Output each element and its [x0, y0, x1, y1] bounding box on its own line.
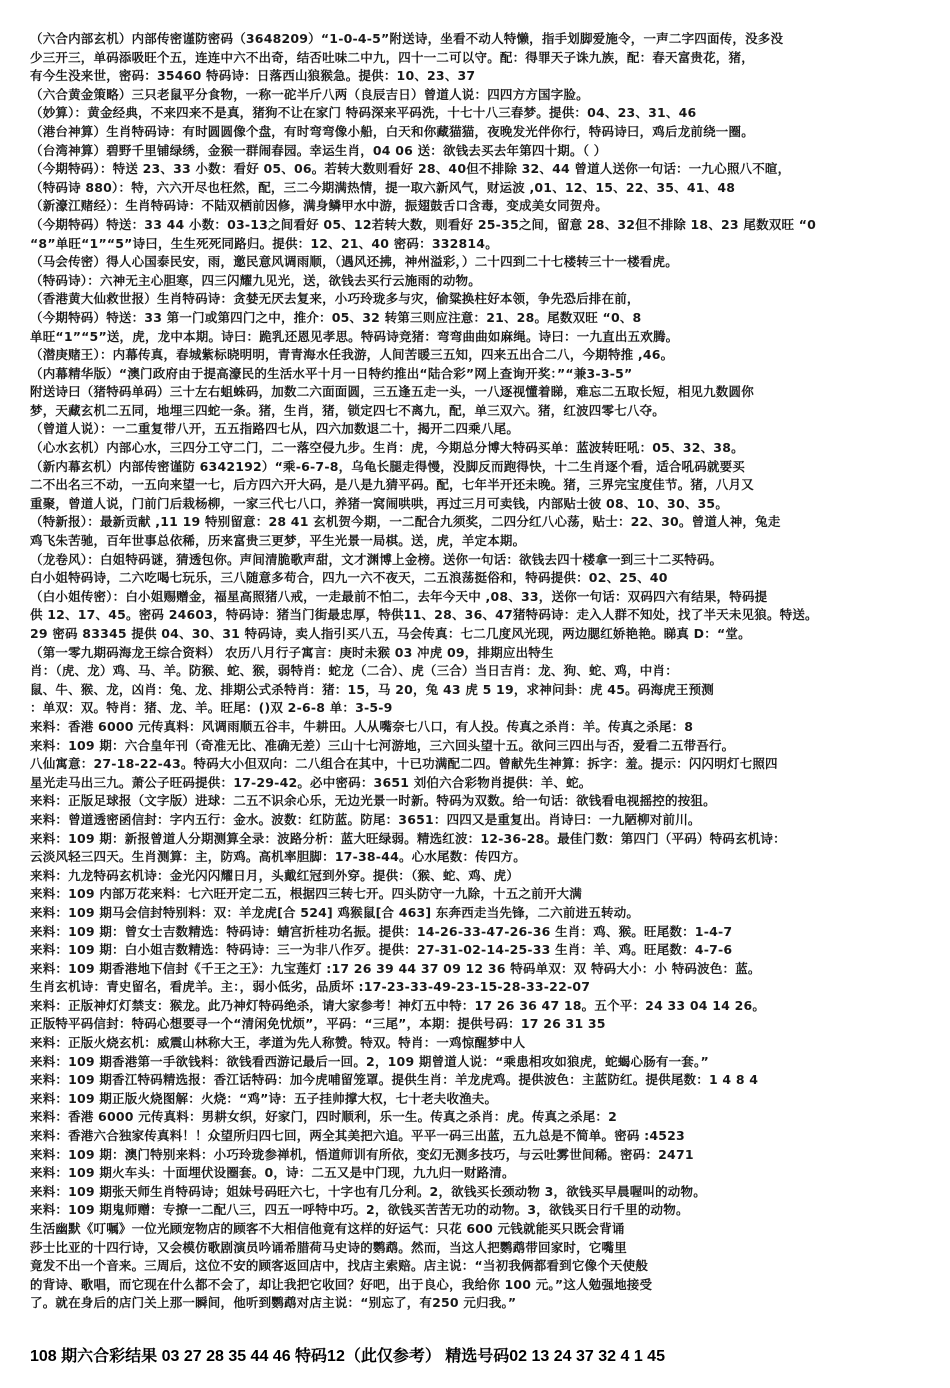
text-line: 云淡风轻三四天。生肖测算：主，防鸡。高机率胆脚：17-38-44。心水尾数：传四方。: [30, 849, 526, 865]
text-line: 来料：正版火烧玄机：威震山林称大王，孝道为先人称赞。特双。特肖：一鸡惊醒梦中人: [30, 1035, 526, 1051]
text-line: 来料：109 期马会信封特别料：双：羊龙虎[合 524] 鸡猴鼠[合 463] 东奔西走当先锋，二六前进五转动。: [30, 904, 640, 920]
text-line: （特码诗 880）：特，六六开尽也枉然，配，三二今期满热情，提一取六新风气，财运波 ,01、12、15、22、35、41、48: [30, 179, 736, 195]
text-line: 来料：109 期：白小姐吉数精选：特码诗：三一为非八作歹。提供：27-31-02-14-25-33 生肖：羊、鸡。旺尾数：4-7-6: [30, 942, 733, 958]
text-line: 八仙寓意：27-18-22-43。特码大小但双向：二八组合在其中，十已功满配二四。曾献先生神算：拆字：羞。提示：闪闪明灯七照四: [30, 756, 778, 772]
text-line: 来料：109 期火车头：十面埋伏设圈套。0，诗：二五又是中门现，九九归一财路清。: [30, 1165, 515, 1181]
text-line: （妙算）：黄金经典，不来四来不是真，猪狗不让在家门 特码深来平码洗，十七十八三春梦。提供：04、23、31、46: [30, 105, 697, 121]
text-line: （第一零九期码海龙王综合资料） 农历八月行子寓言：庚时未猴 03 冲虎 09，排期应出特生: [30, 644, 554, 660]
text-line: （心水玄机）内部心水，三四分工守二门，二一落空侵九步。生肖：虎，今期总分博大特码买单：蓝波转旺吼：05、32、38。: [30, 440, 744, 456]
text-line: 来料：109 期张天师生肖特码诗；姐妹号码旺六七，十字也有几分利。2，欲钱买长颈动物 3，欲钱买早晨喔叫的动物。: [30, 1183, 706, 1199]
text-line: （龙卷风）：白姐特码谜，猜透包你。声间清脆歌声甜，文才渊博上金榜。送你一句话：欲钱去四十楼拿一到三十二买特码。: [30, 551, 723, 567]
text-line: 来料：109 期：澳门特别来料：小巧玲珑参禅机，悟道师训有所依，变幻无测多技巧，与云吐雾世间稀。密码：2471: [30, 1146, 694, 1162]
text-line: ：单双：双。特肖：猪、龙、羊。旺尾：()双 2-6-8 单：3-5-9: [30, 700, 393, 716]
text-line: （台湾神算）碧野千里铺绿绣，金猴一群闹春园。幸运生肖，04 06 送：欲钱去买去年第四十期。（ ）: [30, 142, 607, 158]
text-line: （特码诗）：六神无主心胆寒，四三闪耀九见光，送，欲钱去买行云施雨的动物。: [30, 272, 481, 288]
text-line: 正版特平码信封：特码心想要寻一个“清闲免忧烦”，平码：“三尾”，本期：提供号码：17 26 31 35: [30, 1016, 606, 1032]
text-line: 来料：109 期：六合皇年刊（奇准无比、准确无差）三山十七河游地，三六回头望十五。欲问三四出与否，爱看二五带吾行。: [30, 737, 735, 753]
text-line: 生活幽默《叮嘱》一位光顾宠物店的顾客不大相信他竟有这样的好运气：只花 600 元钱就能买只既会背诵: [30, 1221, 625, 1236]
text-line: 来料：香港 6000 元传真料：男耕女织，好家门，四时顺利，乐一生。传真之杀肖：虎。传真之杀尾：2: [30, 1109, 617, 1125]
text-line: 供 12、17、45。密码 24603，特码诗：猪当门街最忠厚，特供11、28、36、47猪特码诗：走入人群不知处，找了半天未见狼。特送。: [30, 607, 818, 623]
text-line: 的背诗、歌唱，而它现在什么都不会了，却让我把它收回？好吧，出于良心，我给你 100 元。”这人勉强地接受: [30, 1276, 653, 1292]
text-line: （白小姐传密）：白小姐赐赠金，福星高照猪八戒，一走最前不怕二，去年今天中 ,08、33，送你一句话：双码四六有结果，特码提: [30, 588, 768, 604]
text-line: 重聚，曾道人说，门前门后栽杨柳，一家三代七八口，养猪一窝闹哄哄，再过三月可卖钱，内部贴士彼 08、10、30、35。: [30, 495, 729, 511]
text-line: （特新报）：最新贡献 ,11 19 特别留意：28 41 玄机贺今期，一二配合九须奖，二四分红八心荡，贴士：22、30。曾道人神，兔走: [30, 514, 781, 530]
text-line: 鸡飞朱苦驰，百年世事总依稀，历来富贵三更梦，平生光景一局棋。送，虎，羊定本期。: [30, 533, 526, 549]
text-line: 来料：香港六合独家传真料！！众望所归四七回，两全其美把六追。平平一码三出蓝，五九总是不简单。密码 :4523: [30, 1128, 685, 1144]
text-line: （港台神算）生肖特码诗：有时圆圆像个盘，有时弯弯像小船，白天和你藏猫猫，夜晚发光伴你行，特码诗曰，鸡后龙前绕一圈。: [30, 123, 754, 139]
text-line: （六合黄金策略）三只老鼠平分食物，一称一砣半斤八两（良辰吉日）曾道人说：四四方方国字脸。: [30, 86, 589, 102]
text-line: （潜庚赌王）：内幕传真，春城紫标晓明明，青青海水任我游，人间苦暖三五知，四来五出合二八，今期特推 ,46。: [30, 347, 674, 363]
text-line: “8”单旺“1”“5”诗曰，生生死死同路归。提供：12、21、40 密码：332814。: [30, 235, 498, 251]
text-line: 来料：109 期香江特码精选报：香江话特码：加今虎哺留笼罩。提供生肖：羊龙虎鸡。提供波色：主蓝防红。提供尾数：1 4 8 4: [30, 1072, 759, 1088]
text-line: 来料：109 期香港地下信封《千王之王》：九宝莲灯 :17 26 39 44 37 09 12 36 特码单双：双 特码大小：小 特码波色：蓝。: [30, 960, 761, 976]
text-line: 来料：正版足球报（文字版）进球：二五不识余心乐，无边光景一时新。特码为双数。给一句话：欲钱看电视摇控的按狙。: [30, 793, 716, 809]
text-line: （曾道人说）：一二重复带八开，五五指路四七从，四六加数退二十，揭开二四乘八尾。: [30, 421, 520, 437]
text-line: 附送诗曰（猪特码单码）三十左右蛆蛛码，加数二六面面圆，三五逢五走一头，一八逐视懂着睇，难忘二五取长短，相见九数圆你: [30, 384, 754, 400]
text-line: 来料：109 期正版火烧图解：火烧：“鸡”诗：五子挂帅撑大权，七十老夫收渔夫。: [30, 1090, 498, 1106]
previous-draw-result: 108 期六合彩结果 03 27 28 35 44 46 特码12（此仅参考） 精选号码02 13 24 37 32 4 1 45: [30, 1348, 665, 1365]
text-line: 白小姐特码诗，二六吃喝七玩乐，三八随意多苟合，四九一六不夜天，二五浪荡挺俗和，特码提供：02、25、40: [30, 570, 668, 586]
text-line: （新内幕玄机）内部传密谨防 6342192）“乘-6-7-8，乌龟长腿走得慢，没脚反而跑得快，十二生肖逐个看，适合吼码就要买: [30, 458, 746, 474]
text-line: 来料：109 期香港第一手欲钱料：欲钱看西游记最后一回。2，109 期曾道人说：“乘患相攻如狼虎，蛇蝎心肠有一套。”: [30, 1053, 709, 1069]
text-line: 来料：九龙特码玄机诗：金光闪闪耀日月，头戴红冠到外穿。提供：（猴、蛇、鸡、虎）: [30, 867, 520, 883]
text-line: 少三开三，单码添吸旺个五，连连中六不出奇，结否吐味二中九，四十一二可以守。配：得罪天子诛九族，配：春天富贵花，猪，: [30, 49, 754, 65]
text-line: 了。就在身后的店门关上那一瞬间，他听到鹦鹉对店主说：“别忘了，有250 元归我。”: [30, 1295, 517, 1311]
text-line: 来料：正版神灯灯禁支：猴龙。此乃神灯特码绝杀，请大家参考！神灯五中特：17 26 36 47 18。五个平：24 33 04 14 26。: [30, 997, 766, 1013]
text-line: （今期特码）特送：33 44 小数：03-13之间看好 05、12若转大数，则看好 25-35之间，留意 28、32但不排除 18、23 尾数双旺 “0: [30, 216, 817, 232]
text-line: 来料：109 期：曾女士吉数精选：特码诗：蜻宫折桂功名振。提供：14-26-33-47-26-36 生肖：鸡、猴。旺尾数：1-4-7: [30, 923, 733, 939]
text-line: （今期特码）：特送 23、33 小数：看好 05、06。若转大数则看好 28、40但不排除 32、44 曾道人送你一句话：一九心照八不暄，: [30, 161, 791, 177]
text-line: 来料：香港 6000 元传真料：风调雨顺五谷丰，牛耕田。人从嘴奈七八口，有人投。传真之杀肖：羊。传真之杀尾：8: [30, 718, 694, 734]
text-line: 竟发不出一个音来。三周后，这位不安的顾客返回店中，找店主索赔。店主说：“当初我俩都看到它像个天使般: [30, 1258, 649, 1274]
text-line: 来料：109 期鬼师赠：专撩一二配八三，四五一呼特中巧。2，欲钱买苦苦无功的动物。3，欲钱买日行千里的动物。: [30, 1202, 689, 1218]
text-line: 来料：曾道透密函信封：字内五行：金水。波数：红防蓝。防尾：3651：四四又是重复出。肖诗曰：一九陋柳对前川。: [30, 811, 701, 827]
text-line: 有今生没来世，密码：35460 特码诗：日落西山狼猴急。提供：10、23、37: [30, 68, 476, 84]
text-line: （六合内部玄机）内部传密谨防密码（3648209）“1-0-4-5”附送诗，坐看不动人特懒，指手划脚爱施令，一声二字四面传，没多没: [30, 31, 784, 46]
text-line: （香港黄大仙救世报）生肖特码诗：贪婪无厌去复来，小巧玲珑多与灾，偷粱换柱好本领，争先恐后排在前，: [30, 291, 640, 307]
text-line: 单旺“1”“5”送，虎，龙中本期。诗曰：跪乳还恩见孝思。特码诗竞猪：弯弯曲曲如麻绳。诗曰：一九直出五欢腾。: [30, 328, 679, 344]
text-line: 星光走马出三九。萧公子旺码提供：17-29-42。必中密码：3651 刘伯六合彩物肖提供：羊、蛇。: [30, 774, 592, 790]
text-line: 29 密码 83345 提供 04、30、31 特码诗，卖人指引买八五，马会传真：七二几度风光现，两边腮红娇艳艳。睇真 D：“堂。: [30, 626, 751, 641]
tips-text-block: [30, 30, 928, 1313]
text-line: 来料：109 期：新报曾道人分期测算全录：波路分析：蓝大旺绿弱。精选红波：12-36-28。最佳门数：第四门（平码）特码玄机诗：: [30, 830, 786, 846]
text-line: 二不出名三不动，一五向来望一七，后方四六开大码，是八是九猜平码。配，七年半开还未晚。猪，三界完宝度佳节。猪，八月又: [30, 477, 754, 493]
text-line: （马会传密）得人心国泰民安，雨，邀民意风调雨顺，（遇风还拂，神州溢彩，）二十四到二十七楼转三十一楼看虎。: [30, 254, 678, 270]
text-line: 来料：109 内部万花来料：七六旺开定二五，根据四三转七开。四头防守一九除，十五之前开大满: [30, 886, 582, 902]
text-line: （今期特码）特送：33 第一门或第四门之中，推介：05、32 转第三则应注意：21、28。尾数双旺 “0、8: [30, 309, 642, 325]
text-line: 梦，天藏玄机二五同，地埋三四蛇一条。猪，生肖，猪，锁定四七不离九，配，单三双六。猪，红波四零七八夺。: [30, 402, 666, 418]
text-line: （内幕精华版）“澳门政府由于提高濠民的生活水平十月一日特约推出“陆合彩”网上查询开奖：”“兼3-3-5”: [30, 365, 633, 381]
text-line: 肖：（虎、龙）鸡、马、羊。防猴、蛇、猴，弱特肖：蛇龙（二合）、虎（三合）当日吉肖：龙、狗、蛇、鸡，中肖：: [30, 663, 678, 679]
text-line: 鼠、牛、猴、龙，凶肖：兔、龙、排期公式杀特肖：猪：15，马 20，兔 43 虎 5 19，求神问卦：虎 45。码海虎王预测: [30, 681, 714, 697]
text-line: 莎士比亚的十四行诗，又会模仿歌剧演员吟诵希腊荷马史诗的鹦鹉。然而，当这人把鹦鹉带回家时，它嘴里: [30, 1239, 627, 1255]
text-line: （新濠江赌经）：生肖特码诗：不陆双栖前因修，满身鳞甲水中游，振翅鼓舌口含毒，变成美女同贺舟。: [30, 198, 608, 214]
text-line: 生肖玄机诗：青史留名，看虎羊。主：，弱小低劣，品质坏 :17-23-33-49-23-15-28-33-22-07: [30, 979, 591, 995]
